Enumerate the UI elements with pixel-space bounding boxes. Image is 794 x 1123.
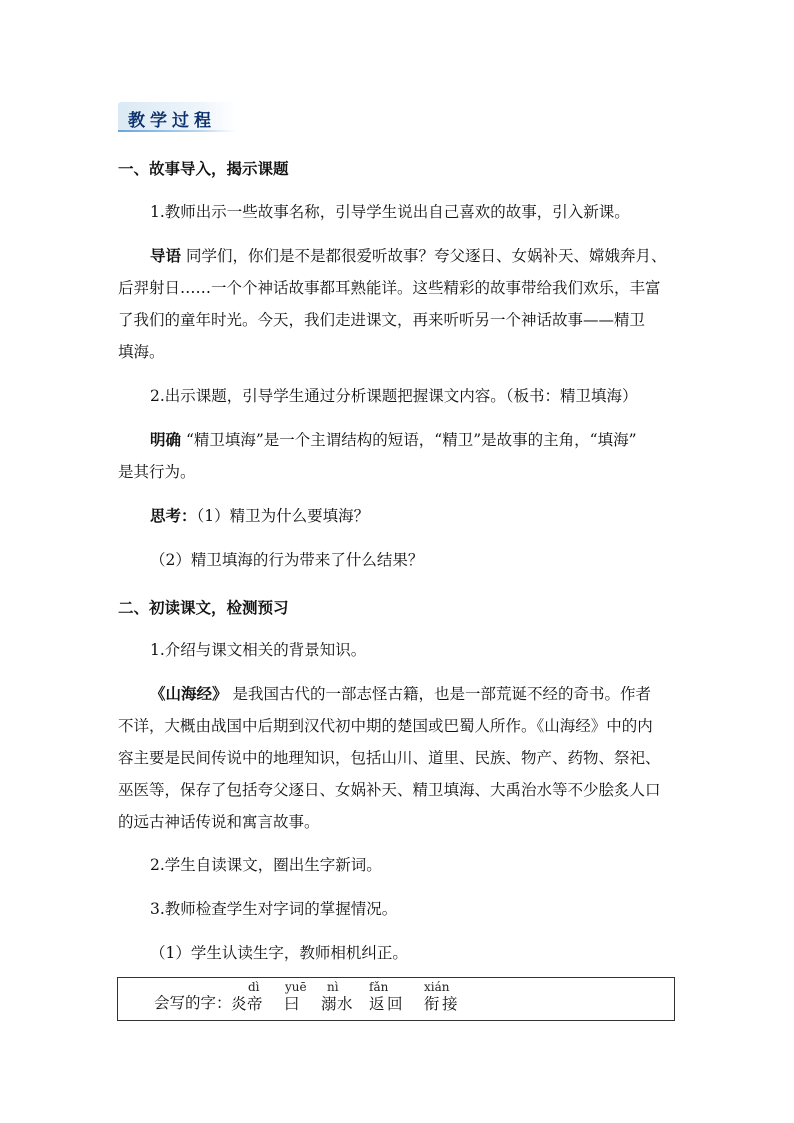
section1-item2: 2.出示课题，引导学生通过分析课题把握课文内容。（板书：精卫填海） bbox=[150, 387, 638, 405]
sikao-q2: （2）精卫填海的行为带来了什么结果？ bbox=[150, 551, 424, 569]
shj-line3: 容主要是民间传说中的地理知识，包括山川、道里、民族、物产、药物、祭祀、 bbox=[118, 749, 661, 767]
pinyin-fan: fǎn bbox=[369, 980, 389, 994]
daoyu-line4: 填海。 bbox=[118, 343, 165, 361]
vocab-box bbox=[117, 977, 675, 1021]
char-di: 帝 bbox=[247, 995, 263, 1013]
section2-item3: 3.教师检查学生对字词的掌握情况。 bbox=[150, 900, 398, 918]
char-xian: 衔 bbox=[424, 995, 440, 1013]
section2-item3-sub: （1）学生认读生字，教师相机纠正。 bbox=[150, 944, 408, 962]
daoyu-text-1: 同学们，你们是不是都很爱听故事？夸父逐日、女娲补天、嫦娥奔月、 bbox=[181, 247, 667, 265]
section2-heading: 二、初读课文，检测预习 bbox=[118, 599, 289, 617]
mingque-label: 明确 bbox=[150, 431, 182, 449]
shj-text-1: 是我国古代的一部志怪古籍，也是一部荒诞不经的奇书。作者 bbox=[227, 685, 651, 703]
char-ni: 溺 bbox=[321, 995, 337, 1013]
char-fan: 返 bbox=[369, 995, 385, 1013]
pinyin-ni: nì bbox=[327, 980, 339, 994]
sikao-q1: （1）精卫为什么要填海？ bbox=[196, 507, 370, 525]
pinyin-xian: xián bbox=[424, 980, 450, 994]
char-yue: 曰 bbox=[284, 995, 300, 1013]
section1-item1: 1.教师出示一些故事名称，引导学生说出自己喜欢的故事，引入新课。 bbox=[150, 203, 630, 221]
section2-item1: 1.介绍与课文相关的背景知识。 bbox=[150, 641, 367, 659]
pinyin-yue: yuē bbox=[285, 980, 307, 994]
section1-heading: 一、故事导入，揭示课题 bbox=[118, 160, 289, 178]
section2-item2: 2.学生自读课文，圈出生字新词。 bbox=[150, 856, 382, 874]
char-jie: 接 bbox=[442, 995, 458, 1013]
shj-line2: 不详，大概由战国中后期到汉代初中期的楚国或巴蜀人所作。《山海经》中的内 bbox=[118, 717, 653, 735]
banner-title: 教学过程 bbox=[128, 111, 216, 131]
daoyu-line1 bbox=[150, 246, 666, 266]
daoyu-line3: 了我们的童年时光。今天，我们走进课文，再来听听另一个神话故事——精卫 bbox=[118, 311, 646, 329]
shj-line4: 巫医等，保存了包括夸父逐日、女娲补天、精卫填海、大禹治水等不少脍炙人口 bbox=[118, 781, 661, 799]
sikao-label: 思考： bbox=[150, 507, 197, 525]
vocab-label: 会写的字： bbox=[154, 994, 232, 1012]
daoyu-label: 导语 bbox=[150, 247, 182, 265]
section-banner bbox=[118, 102, 236, 132]
daoyu-line2: 后羿射日……一个个神话故事都耳熟能详。这些精彩的故事带给我们欢乐，丰富 bbox=[118, 279, 661, 297]
mingque-text-1: “精卫填海”是一个主谓结构的短语，“精卫”是故事的主角，“填海” bbox=[181, 431, 637, 449]
sikao-line bbox=[150, 506, 369, 526]
char-hui: 回 bbox=[387, 995, 403, 1013]
mingque-line1 bbox=[150, 430, 637, 450]
shj-line5: 的远古神话传说和寓言故事。 bbox=[118, 813, 320, 831]
char-shui: 水 bbox=[337, 995, 353, 1013]
shj-label: 《山海经》 bbox=[150, 685, 228, 703]
pinyin-di: dì bbox=[248, 980, 260, 994]
mingque-line2: 是其行为。 bbox=[118, 463, 196, 481]
char-yan: 炎 bbox=[231, 995, 247, 1013]
shj-line1 bbox=[150, 684, 651, 704]
